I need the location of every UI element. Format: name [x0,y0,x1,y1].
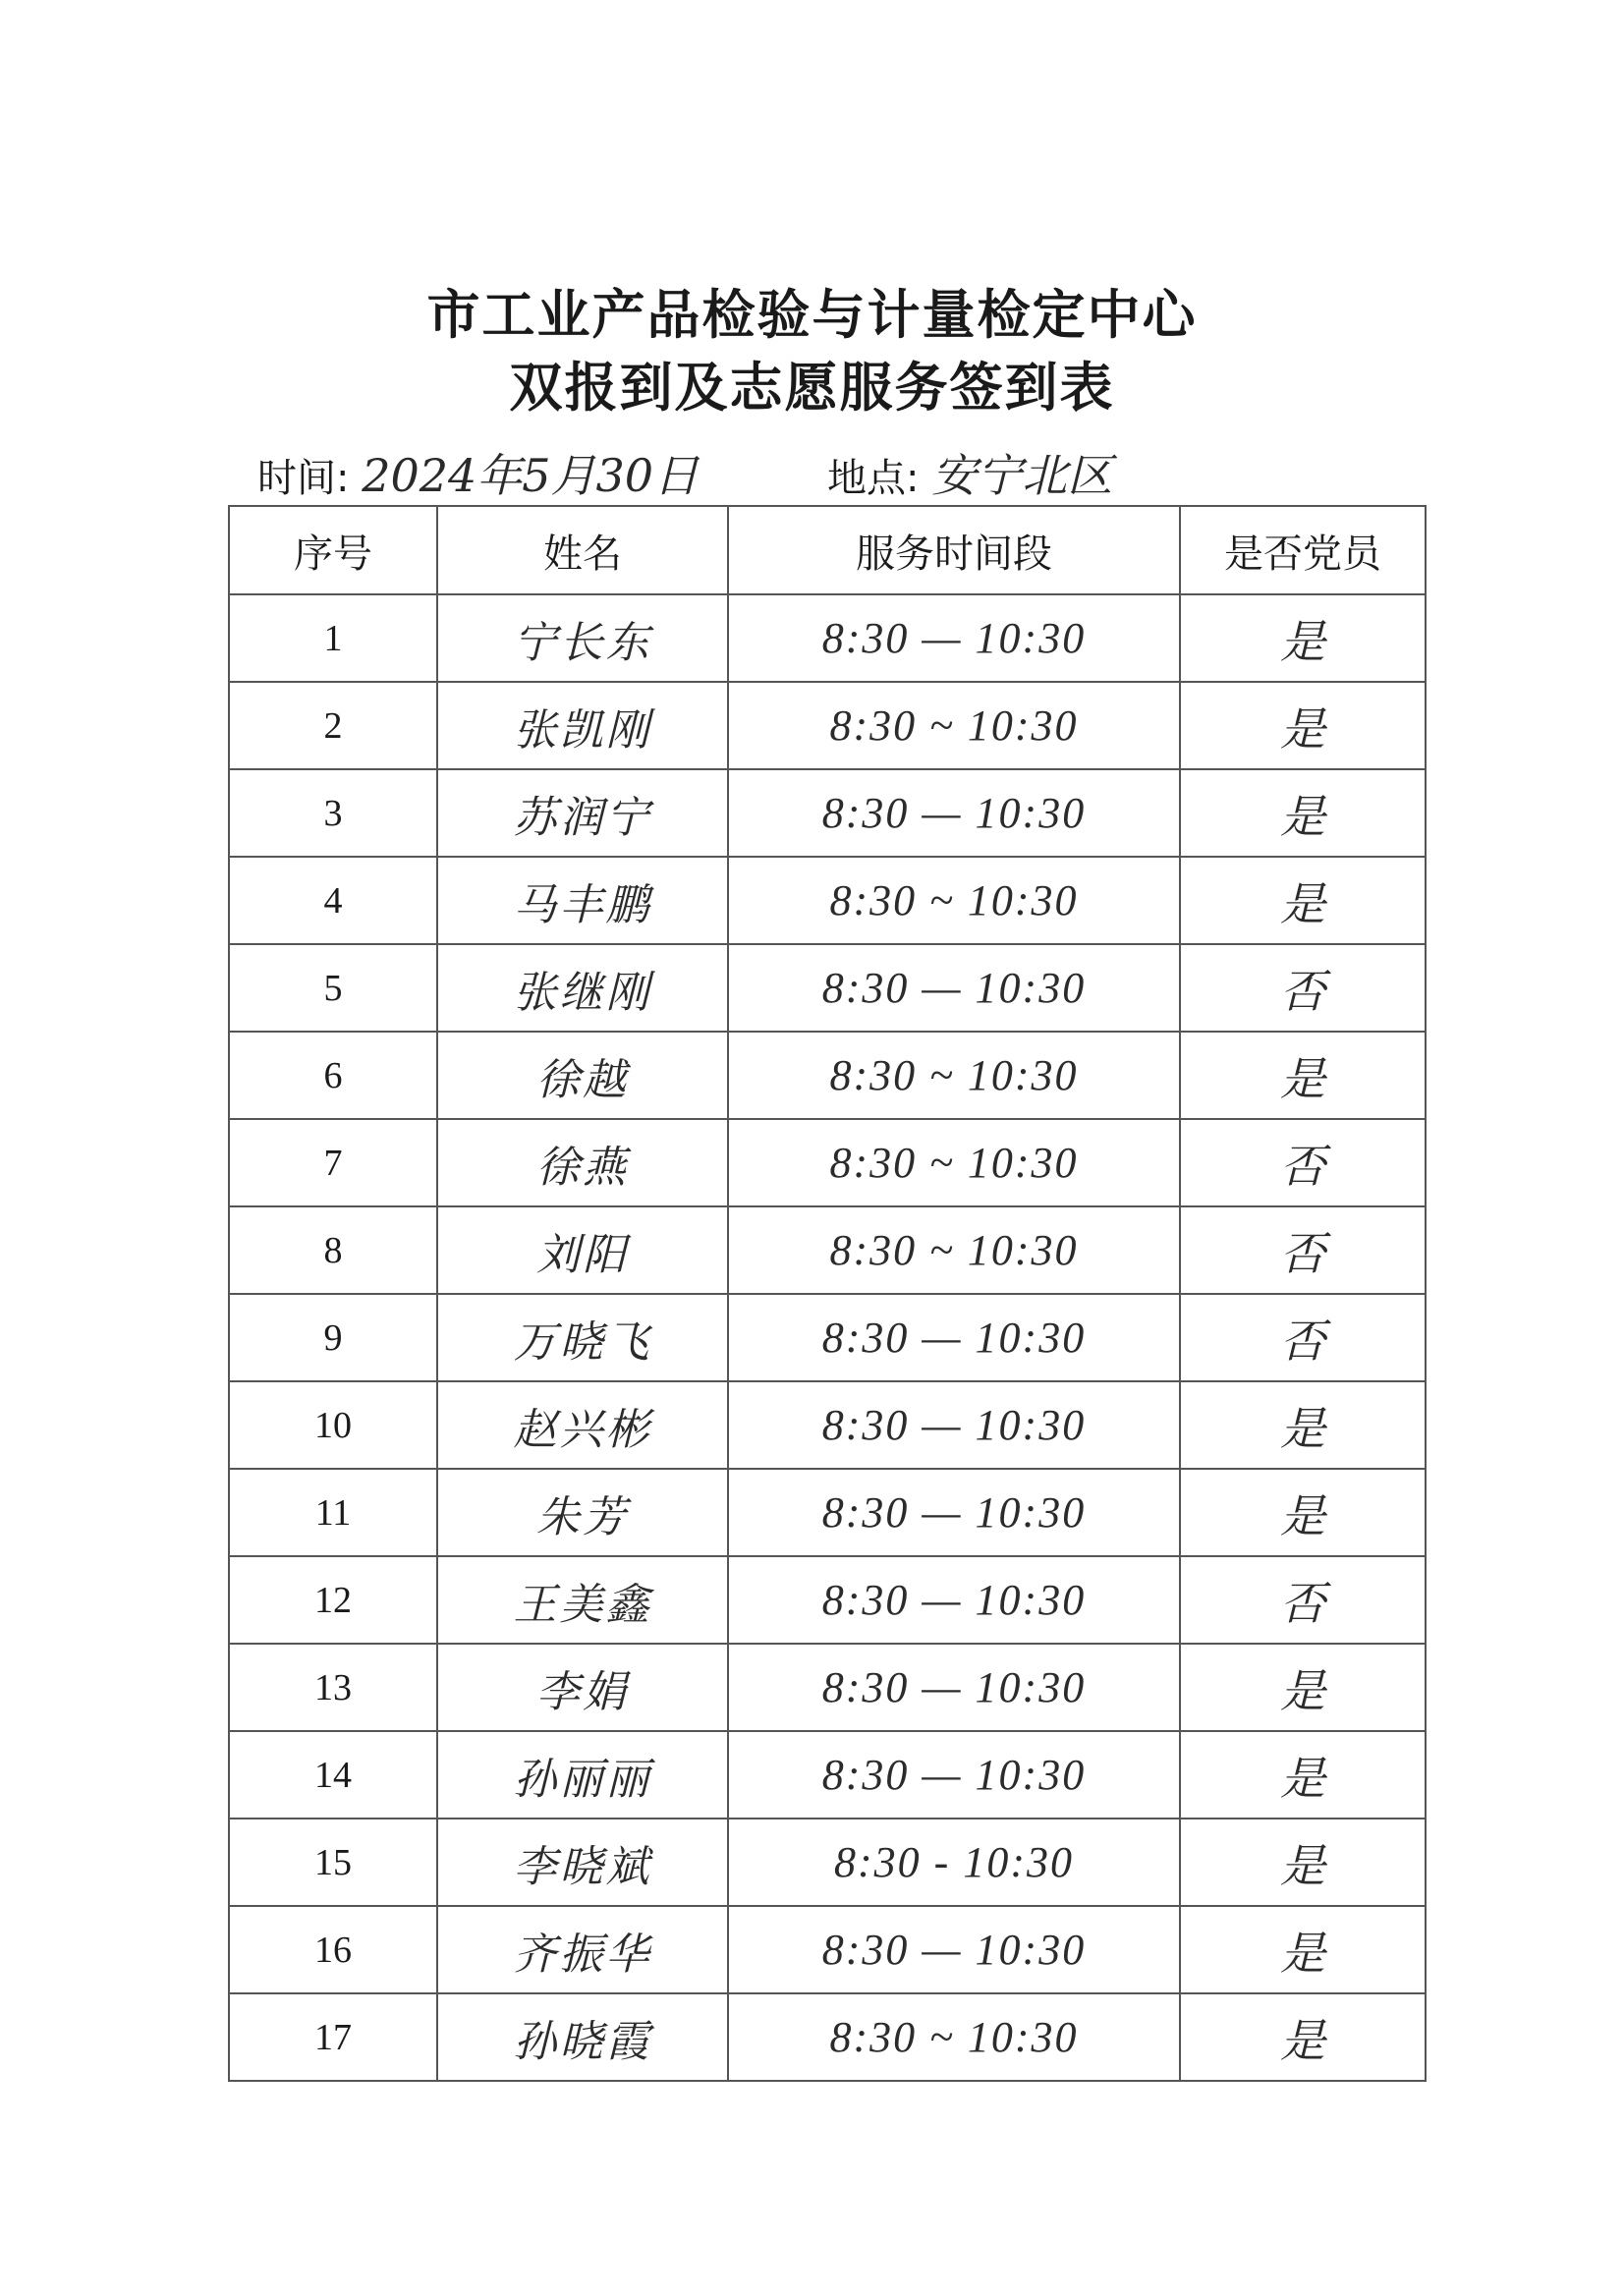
name-cell: 刘阳 [437,1206,728,1294]
time-cell: 8:30 ~ 10:30 [728,1119,1180,1206]
name-cell: 徐越 [437,1032,728,1119]
party-cell: 是 [1180,1644,1426,1731]
title-line-2: 双报到及志愿服务签到表 [509,357,1115,419]
table-row [229,1469,1426,1556]
name-cell: 万晓飞 [437,1294,728,1381]
time-cell: 8:30 ~ 10:30 [728,682,1180,769]
seq-cell: 16 [229,1906,437,1993]
name-cell: 孙丽丽 [437,1731,728,1819]
party-cell: 是 [1180,1906,1426,1993]
time-cell: 8:30 — 10:30 [728,1644,1180,1731]
seq-cell: 2 [229,682,437,769]
time-cell: 8:30 — 10:30 [728,1906,1180,1993]
party-cell: 是 [1180,1469,1426,1556]
party-cell: 是 [1180,769,1426,857]
table-row [229,682,1426,769]
time-cell: 8:30 ~ 10:30 [728,1993,1180,2081]
time-cell: 8:30 — 10:30 [728,1469,1180,1556]
seq-cell: 1 [229,594,437,682]
column-header-name: 姓名 [437,506,728,594]
seq-cell: 3 [229,769,437,857]
name-cell: 孙晓霞 [437,1993,728,2081]
table-row [229,594,1426,682]
column-header-seq: 序号 [229,506,437,594]
table-row [229,1206,1426,1294]
seq-cell: 12 [229,1556,437,1644]
seq-cell: 10 [229,1381,437,1469]
table-row [229,769,1426,857]
name-cell: 朱芳 [437,1469,728,1556]
table-row [229,857,1426,944]
table-row [229,1906,1426,1993]
seq-cell: 7 [229,1119,437,1206]
seq-cell: 13 [229,1644,437,1731]
party-cell: 是 [1180,682,1426,769]
party-cell: 是 [1180,1381,1426,1469]
table-header-row [229,506,1426,594]
party-cell: 否 [1180,1119,1426,1206]
table-row [229,944,1426,1032]
time-cell: 8:30 — 10:30 [728,769,1180,857]
party-cell: 否 [1180,1556,1426,1644]
time-cell: 8:30 — 10:30 [728,944,1180,1032]
name-cell: 张继刚 [437,944,728,1032]
table-row [229,1032,1426,1119]
table-row [229,1644,1426,1731]
place-value: 安宁北区 [931,449,1113,502]
table-row [229,1731,1426,1819]
column-header-time: 服务时间段 [728,506,1180,594]
time-cell: 8:30 — 10:30 [728,1381,1180,1469]
time-cell: 8:30 — 10:30 [728,1556,1180,1644]
time-cell: 8:30 — 10:30 [728,1294,1180,1381]
signin-table [228,505,1427,2082]
time-field [257,440,699,505]
name-cell: 李晓斌 [437,1819,728,1906]
table-row [229,1993,1426,2081]
name-cell: 赵兴彬 [437,1381,728,1469]
party-cell: 是 [1180,1731,1426,1819]
table-row [229,1381,1426,1469]
seq-cell: 5 [229,944,437,1032]
table-row [229,1556,1426,1644]
name-cell: 宁长东 [437,594,728,682]
time-value: 2024年5月30日 [362,449,700,502]
place-label: 地点: [827,456,920,501]
table-row [229,1294,1426,1381]
time-cell: 8:30 ~ 10:30 [728,1032,1180,1119]
seq-cell: 14 [229,1731,437,1819]
name-cell: 苏润宁 [437,769,728,857]
time-cell: 8:30 - 10:30 [728,1819,1180,1906]
name-cell: 徐燕 [437,1119,728,1206]
seq-cell: 4 [229,857,437,944]
time-cell: 8:30 — 10:30 [728,594,1180,682]
seq-cell: 8 [229,1206,437,1294]
table-row [229,1119,1426,1206]
place-field [827,440,1112,505]
name-cell: 齐振华 [437,1906,728,1993]
table-row [229,1819,1426,1906]
seq-cell: 9 [229,1294,437,1381]
party-cell: 是 [1180,1993,1426,2081]
seq-cell: 17 [229,1993,437,2081]
name-cell: 马丰鹏 [437,857,728,944]
party-cell: 是 [1180,1819,1426,1906]
name-cell: 张凯刚 [437,682,728,769]
time-cell: 8:30 — 10:30 [728,1731,1180,1819]
time-cell: 8:30 ~ 10:30 [728,857,1180,944]
party-cell: 是 [1180,1032,1426,1119]
title-line-1: 市工业产品检验与计量检定中心 [426,284,1198,346]
party-cell: 否 [1180,1294,1426,1381]
column-header-party: 是否党员 [1180,506,1426,594]
party-cell: 否 [1180,1206,1426,1294]
party-cell: 是 [1180,857,1426,944]
time-label: 时间: [257,456,350,501]
time-cell: 8:30 ~ 10:30 [728,1206,1180,1294]
name-cell: 王美鑫 [437,1556,728,1644]
seq-cell: 6 [229,1032,437,1119]
name-cell: 李娟 [437,1644,728,1731]
seq-cell: 11 [229,1469,437,1556]
party-cell: 否 [1180,944,1426,1032]
party-cell: 是 [1180,594,1426,682]
seq-cell: 15 [229,1819,437,1906]
